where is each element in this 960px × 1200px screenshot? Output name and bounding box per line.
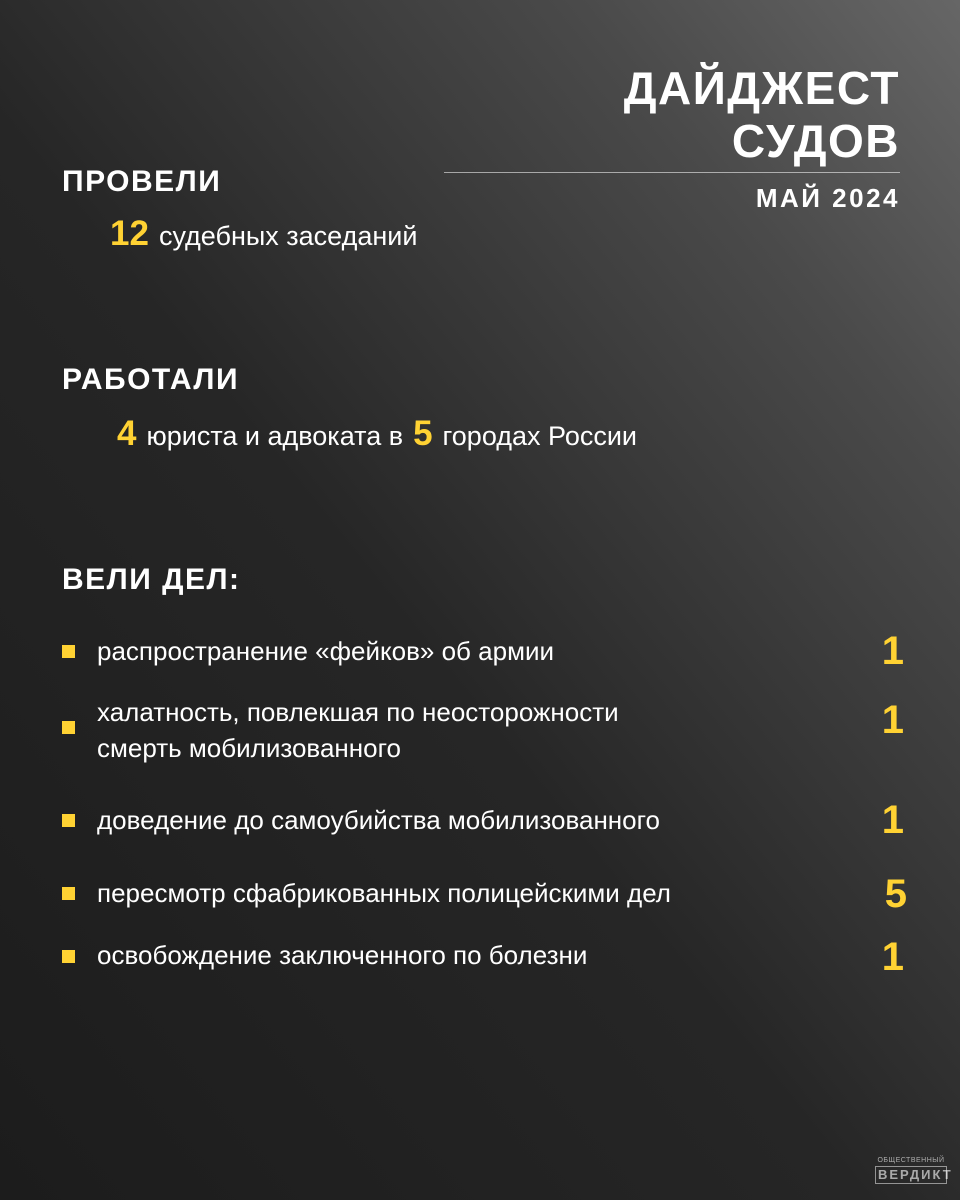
stat-text-cities: городах России: [442, 421, 638, 451]
page-subtitle: МАЙ 2024: [755, 182, 900, 213]
case-item-count: 1: [881, 798, 904, 842]
case-item-count: 5: [884, 872, 907, 916]
case-item-text: халатность, повлекшая по неосторожности смерть мобилизованного: [97, 697, 619, 763]
case-item-count: 1: [881, 698, 904, 742]
case-item-count: 1: [881, 935, 904, 979]
stat-number-lawyers: 4: [117, 414, 137, 453]
bullet-marker: [62, 814, 75, 827]
bullet-marker: [62, 887, 75, 900]
section-heading-cases: ВЕЛИ ДЕЛ:: [62, 563, 241, 596]
stat-number-cities: 5: [413, 414, 433, 453]
bullet-marker: [62, 645, 75, 658]
section-heading-held: ПРОВЕЛИ: [62, 165, 222, 198]
case-item-text: освобождение заключенного по болезни: [97, 940, 588, 970]
case-item-text: распространение «фейков» об армии: [97, 636, 555, 666]
stat-number-sessions: 12: [110, 214, 149, 253]
stat-line-worked: [117, 414, 637, 454]
header: [444, 62, 900, 214]
logo-line-1: ОБЩЕСТВЕННЫЙ: [877, 1157, 945, 1164]
case-item-text: пересмотр сфабрикованных полицейскими дел: [97, 878, 671, 908]
logo-line-2: ВЕРДИКТ: [875, 1166, 947, 1184]
section-heading-worked: РАБОТАЛИ: [62, 363, 240, 396]
bullet-marker: [62, 950, 75, 963]
verdict-logo: [875, 1156, 953, 1184]
stat-text-sessions: судебных заседаний: [158, 221, 418, 251]
bullet-marker: [62, 721, 75, 734]
page-title: ДАЙДЖЕСТ СУДОВ: [623, 62, 900, 167]
stat-line-held: [110, 214, 417, 254]
title-divider: [444, 172, 900, 173]
case-item-text: доведение до самоубийства мобилизованного: [97, 805, 660, 835]
stat-text-lawyers: юриста и адвоката в: [146, 421, 404, 451]
case-item-count: 1: [881, 629, 904, 673]
